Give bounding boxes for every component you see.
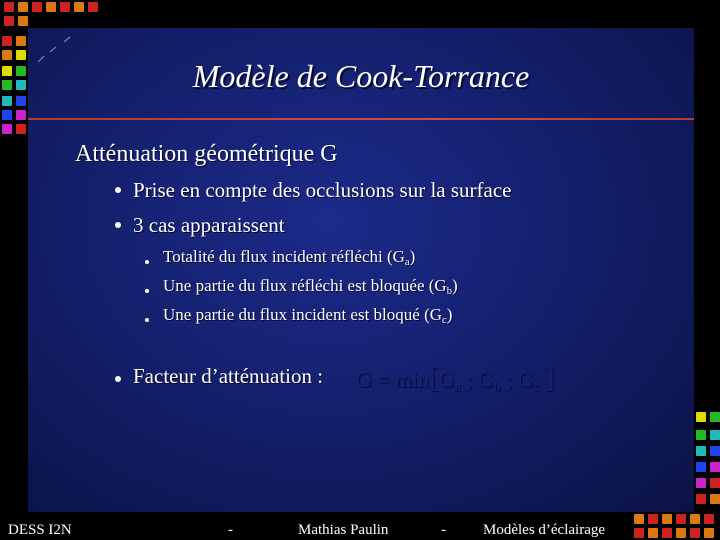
subbullet-gc: Une partie du flux incident est bloqué $(G_c)$ [163, 305, 453, 327]
decorative-square [2, 66, 12, 76]
decorative-square [2, 36, 12, 46]
decorative-square [676, 528, 686, 538]
subbullet-ga: Totalité du flux incident réfléchi $(G_a)$ [163, 247, 416, 269]
footer-course: DESS I2N [8, 522, 72, 538]
decorative-square [634, 514, 644, 524]
decorative-square [696, 412, 706, 422]
decorative-square [46, 2, 56, 12]
decorative-square [4, 2, 14, 12]
decorative-square [710, 462, 720, 472]
decorative-square [2, 80, 12, 90]
decorative-square [676, 514, 686, 524]
decorative-square [710, 430, 720, 440]
slide-title: Modèle de Cook-Torrance [192, 58, 530, 94]
subbullet-dot [145, 318, 149, 322]
subbullet-gb: Une partie du flux réfléchi est bloquée $(G_b)$ [163, 276, 458, 298]
decorative-square [704, 528, 714, 538]
decorative-square [18, 2, 28, 12]
bullet-dot [115, 376, 121, 382]
decorative-square [88, 2, 98, 12]
bullet-dot [115, 187, 121, 193]
decorative-square [710, 494, 720, 504]
decorative-square [16, 66, 26, 76]
decorative-square [648, 514, 658, 524]
decorative-square [74, 2, 84, 12]
decorative-square [16, 124, 26, 134]
decorative-square [4, 16, 14, 26]
decorative-square [16, 36, 26, 46]
footer-separator: - [441, 522, 446, 538]
decorative-square [696, 446, 706, 456]
decorative-square [662, 514, 672, 524]
decorative-square [696, 494, 706, 504]
decorative-square [2, 124, 12, 134]
decorative-square [696, 430, 706, 440]
footer-separator: - [228, 522, 233, 538]
decorative-square [634, 528, 644, 538]
bullet-attenuation-factor: Facteur d’atténuation : [133, 364, 324, 388]
decorative-square [704, 514, 714, 524]
bullet-occlusions: Prise en compte des occlusions sur la surface [133, 178, 512, 202]
footer-topic: Modèles d’éclairage [483, 522, 606, 538]
decorative-square [710, 446, 720, 456]
decorative-square [710, 412, 720, 422]
slide-background [28, 28, 694, 512]
subbullet-dot [145, 289, 149, 293]
decorative-square [2, 50, 12, 60]
decorative-square [2, 110, 12, 120]
decorative-square [16, 50, 26, 60]
decorative-square [696, 462, 706, 472]
decorative-square [696, 478, 706, 488]
decorative-square [710, 478, 720, 488]
attenuation-formula: $G = \min[G_a$ ; $G_b$ ; $G_c$ ] [356, 363, 555, 395]
decorative-square [32, 2, 42, 12]
title-divider [28, 118, 694, 120]
decorative-square [16, 96, 26, 106]
bullet-three-cases: 3 cas apparaissent [133, 213, 285, 237]
decorative-square [16, 80, 26, 90]
decorative-square [648, 528, 658, 538]
subbullet-dot [145, 260, 149, 264]
footer-author: Mathias Paulin [298, 522, 389, 538]
decorative-square [690, 528, 700, 538]
decorative-square [60, 2, 70, 12]
section-heading: Atténuation géométrique G [75, 141, 338, 167]
decorative-square [690, 514, 700, 524]
decorative-square [662, 528, 672, 538]
decorative-square [2, 96, 12, 106]
bullet-dot [115, 222, 121, 228]
decorative-square [16, 110, 26, 120]
decorative-square [18, 16, 28, 26]
